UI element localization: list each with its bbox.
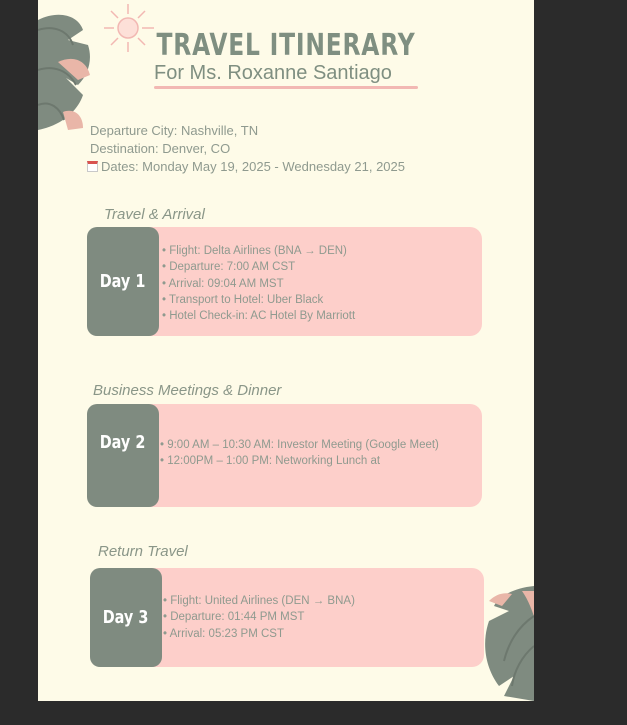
- day-label-2: Day 2: [100, 432, 146, 453]
- departure-city: Departure City: Nashville, TN: [90, 123, 259, 138]
- list-item: • Departure: 01:44 PM MST: [163, 611, 305, 624]
- day-tab-3: [90, 568, 162, 667]
- subtitle-underline: [154, 86, 418, 89]
- day-2-items: [160, 437, 439, 470]
- day-label-1: Day 1: [100, 271, 146, 292]
- destination: Destination: Denver, CO: [90, 141, 231, 156]
- section-title-day-3: Return Travel: [98, 543, 188, 560]
- section-title-day-1: Travel & Arrival: [104, 206, 205, 223]
- day-tab-1: [87, 227, 159, 336]
- day-3-items: [163, 593, 355, 642]
- trip-dates-row: [87, 159, 405, 174]
- list-item: • Flight: United Airlines (DEN → BNA): [163, 595, 355, 607]
- day-tab-2: [87, 404, 159, 507]
- day-1-items: [162, 243, 355, 324]
- list-item: • 12:00PM – 1:00 PM: Networking Lunch at: [160, 455, 381, 468]
- scrollbar[interactable]: [614, 0, 627, 725]
- list-item: • Departure: 7:00 AM CST: [162, 261, 296, 274]
- list-item: • 9:00 AM – 10:30 AM: Investor Meeting (Google Meet): [160, 439, 439, 451]
- document-page: [38, 0, 534, 701]
- page-title: TRAVEL ITINERARY: [156, 28, 416, 63]
- section-title-day-2: Business Meetings & Dinner: [93, 382, 282, 399]
- day-label-3: Day 3: [103, 607, 149, 628]
- list-item: • Flight: Delta Airlines (BNA → DEN): [162, 245, 347, 257]
- list-item: • Arrival: 05:23 PM CST: [163, 627, 284, 640]
- list-item: • Hotel Check-in: AC Hotel By Marriott: [162, 310, 356, 323]
- list-item: • Arrival: 09:04 AM MST: [162, 277, 284, 290]
- list-item: • Transport to Hotel: Uber Black: [162, 293, 324, 306]
- calendar-icon: [87, 161, 98, 172]
- trip-dates: Dates: Monday May 19, 2025 - Wednesday 21, 2025: [101, 159, 406, 174]
- monstera-leaf-icon: [38, 0, 98, 135]
- page-subtitle: For Ms. Roxanne Santiago: [154, 62, 392, 84]
